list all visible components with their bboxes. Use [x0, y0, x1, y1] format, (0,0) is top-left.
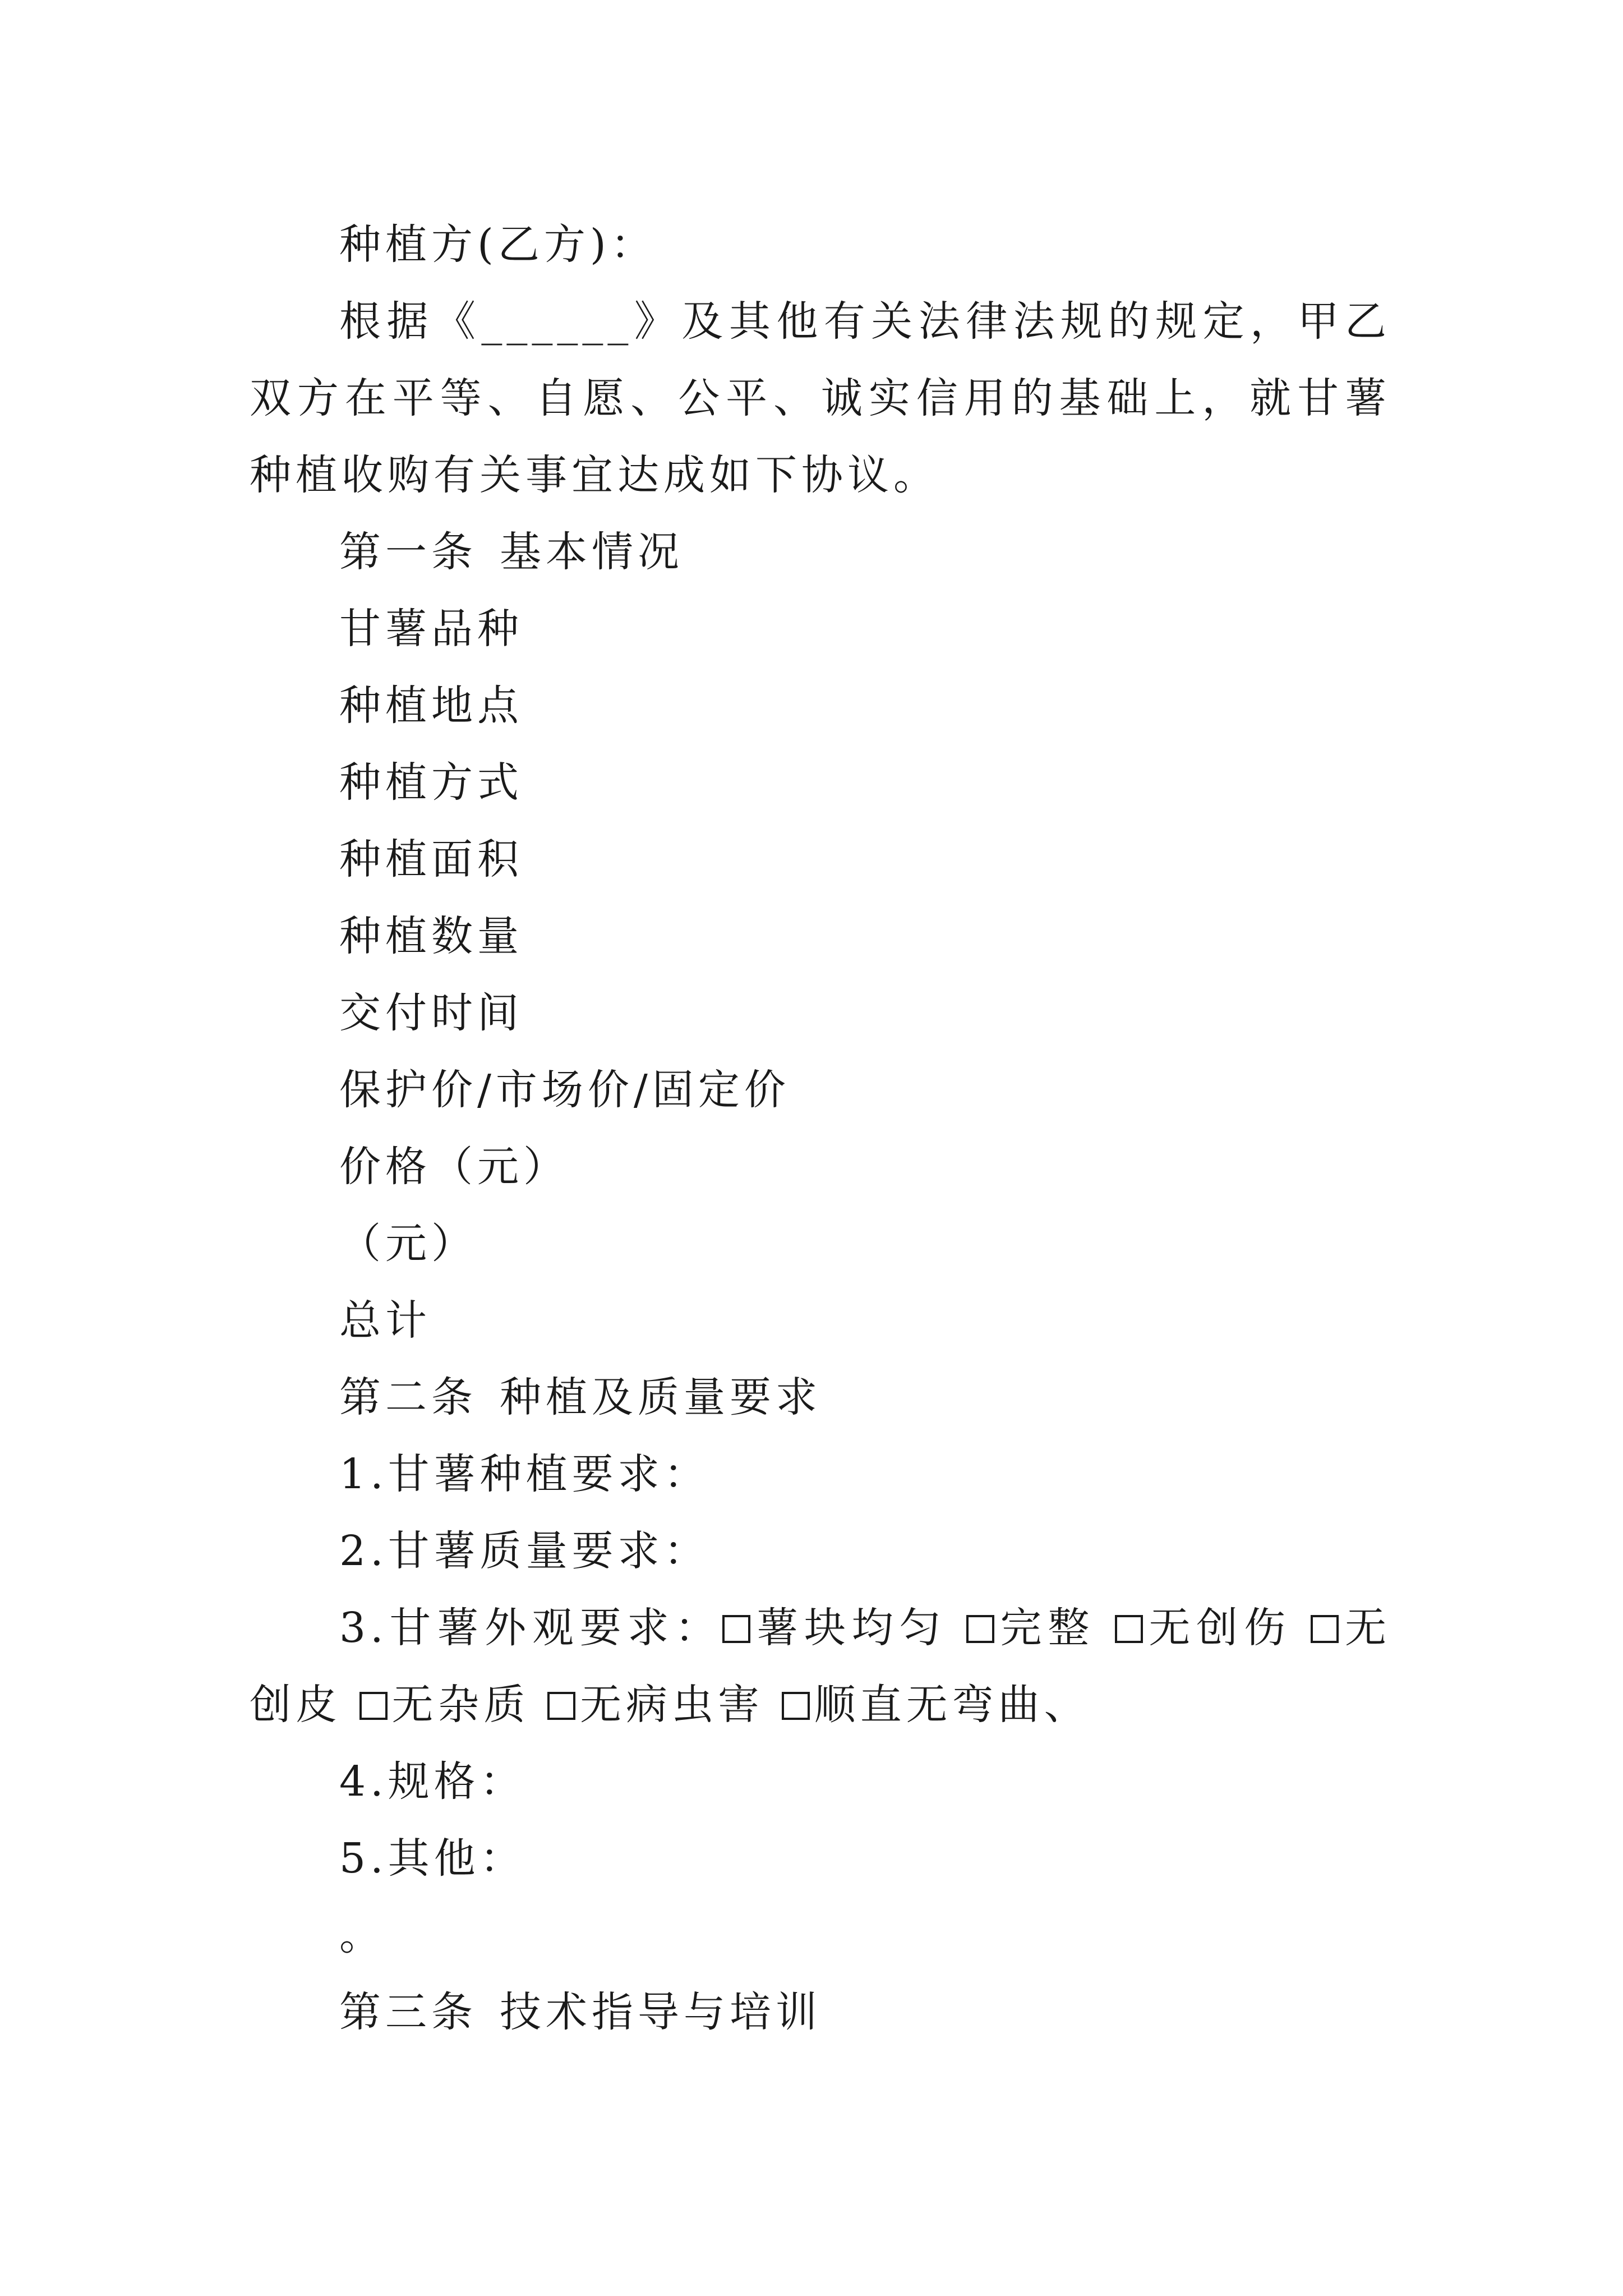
option-no-impurities: 无杂质 — [342, 1681, 530, 1729]
option-intact: 完整 — [947, 1604, 1095, 1652]
item-total: 总计 — [339, 1296, 431, 1345]
planter-party-label: 种植方(乙方)： — [339, 220, 657, 269]
appearance-requirements — [250, 1590, 1391, 1743]
other-requirements-end: 。 — [339, 1911, 385, 1959]
checkbox[interactable] — [722, 1615, 750, 1643]
item-planting-area: 种植面积 — [339, 835, 523, 884]
item-planting-quantity: 种植数量 — [339, 912, 523, 960]
quality-requirements: 2.甘薯质量要求： — [339, 1527, 710, 1575]
article-1-heading — [250, 514, 1391, 591]
option-uniform-tubers: 薯块均匀 — [722, 1604, 947, 1652]
article-3-heading — [250, 1974, 1391, 2051]
article-2-number: 第二条 — [339, 1373, 477, 1421]
document-body — [250, 206, 1391, 2051]
specifications: 4.规格： — [339, 1757, 526, 1806]
article-2-title: 种植及质量要求 — [500, 1373, 822, 1421]
option-no-wounds: 无创伤 — [1095, 1604, 1292, 1652]
item-planting-method: 种植方式 — [339, 758, 523, 807]
option-no-pests: 无病虫害 — [530, 1681, 764, 1729]
checkbox[interactable] — [782, 1692, 810, 1720]
article-1-number: 第一条 — [339, 528, 477, 576]
checkbox[interactable] — [1311, 1615, 1339, 1643]
item-price-type: 保护价/市场价/固定价 — [339, 1066, 790, 1114]
checkbox[interactable] — [547, 1692, 575, 1720]
item-price-yuan: 价格（元） — [339, 1143, 569, 1191]
option-no-skin-damage: 无创皮 — [250, 1604, 1391, 1729]
article-2-heading — [250, 1359, 1391, 1436]
planting-requirements: 1.甘薯种植要求： — [339, 1450, 710, 1498]
checkbox[interactable] — [359, 1692, 388, 1720]
item-sweet-potato-variety: 甘薯品种 — [339, 605, 523, 653]
article-3-title: 技术指导与培训 — [500, 1988, 822, 2036]
preamble-paragraph: 根据《______》及其他有关法律法规的规定，甲乙双方在平等、自愿、公平、诚实信用的基础上，就甘薯种植收购有关事宜达成如下协议。 — [250, 297, 1391, 499]
checkbox[interactable] — [966, 1615, 994, 1643]
option-straight: 顺直无弯曲、 — [764, 1681, 1090, 1729]
item-yuan: （元） — [339, 1220, 477, 1268]
appearance-requirements-label: 3.甘薯外观要求： — [339, 1604, 723, 1652]
article-1-title: 基本情况 — [500, 528, 684, 576]
item-planting-location: 种植地点 — [339, 682, 523, 730]
item-delivery-time: 交付时间 — [339, 989, 523, 1037]
article-3-number: 第三条 — [339, 1988, 477, 2036]
checkbox[interactable] — [1115, 1615, 1143, 1643]
other-requirements: 5.其他： — [339, 1834, 526, 1883]
